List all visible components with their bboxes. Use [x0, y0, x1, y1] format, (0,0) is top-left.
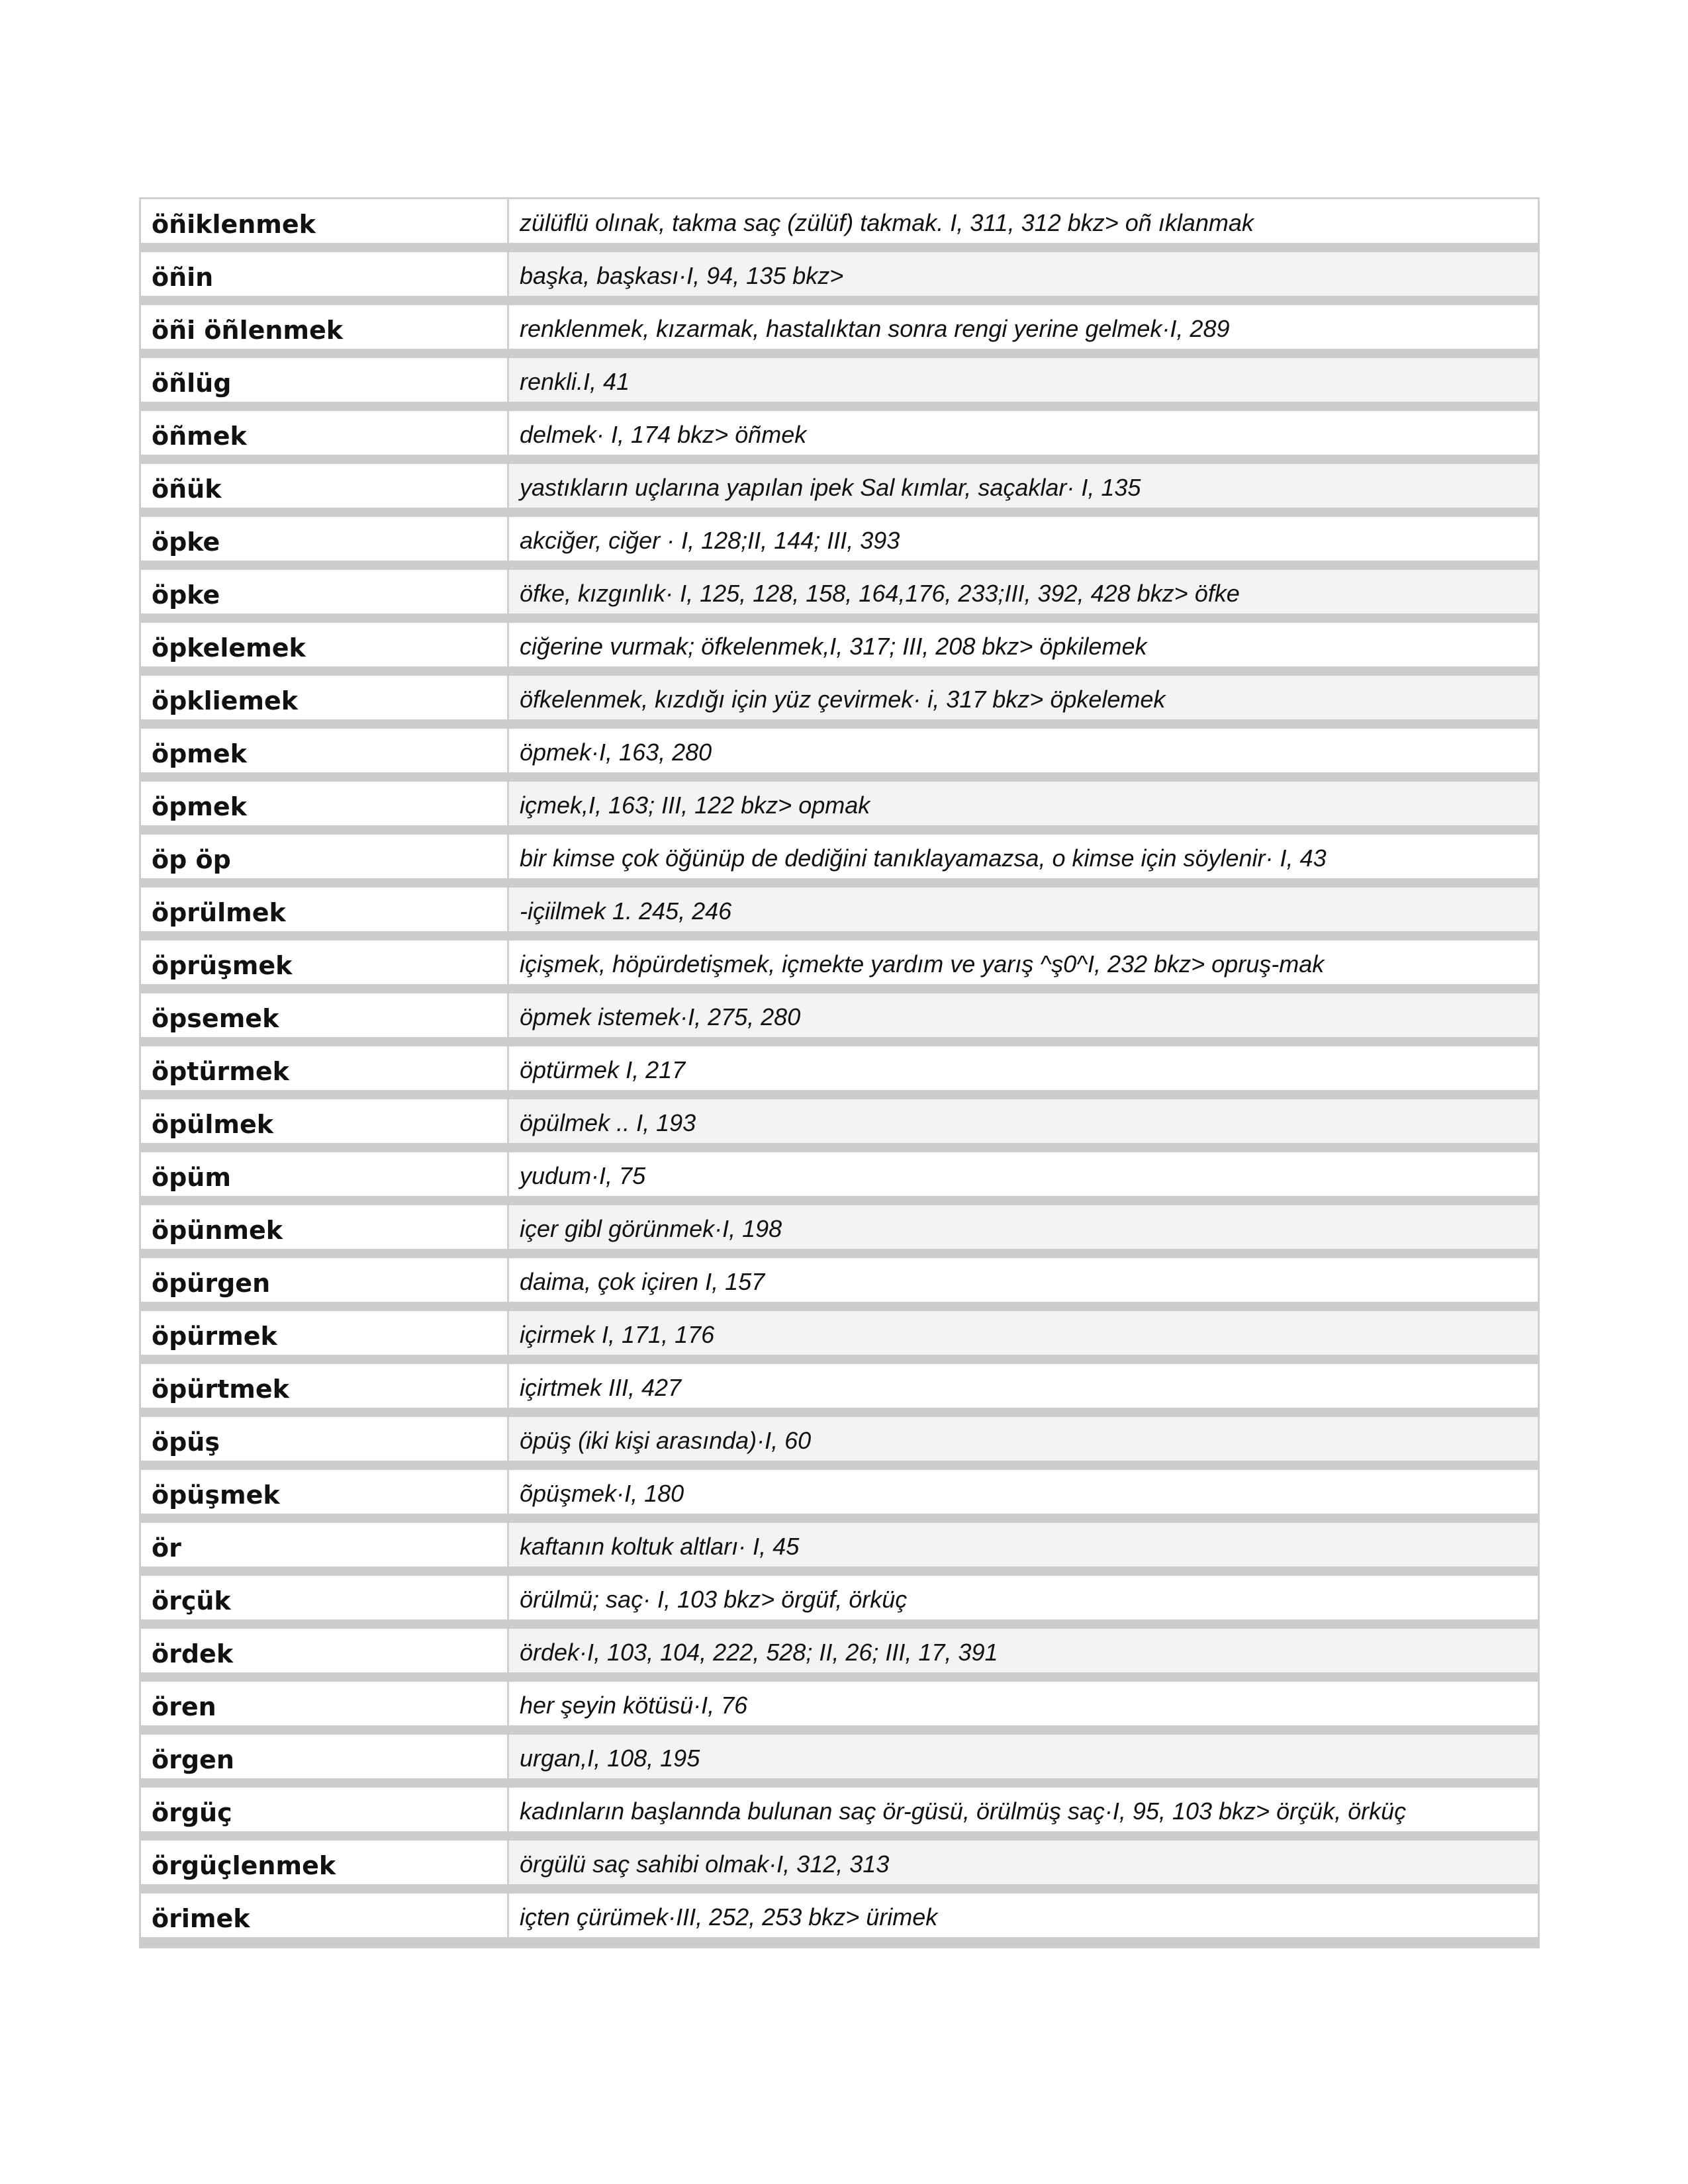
- entry-term: örgen: [141, 1735, 509, 1778]
- entry-term: öpürmek: [141, 1311, 509, 1355]
- entry-definition: içmek,I, 163; III, 122 bkz> opmak: [509, 782, 1538, 825]
- table-row: [141, 1364, 1538, 1417]
- table-row: [141, 1841, 1538, 1893]
- entry-term: öpkelemek: [141, 623, 509, 666]
- entry-definition: ciğerine vurmak; öfkelenmek,I, 317; III, 208 bkz> öpkilemek: [520, 633, 1147, 660]
- entry-term: öpürgen: [141, 1258, 509, 1302]
- entry-definition: içirtmek III, 427: [520, 1374, 682, 1401]
- entry-term: örçük: [141, 1576, 509, 1619]
- table-row: [141, 1046, 1538, 1099]
- entry-definition: bir kimse çok öğünüp de dediğini tanıklayamazsa, o kimse için söylenir· I, 43: [520, 844, 1327, 872]
- entry-definition: her şeyin kötüsü·I, 76: [520, 1692, 748, 1719]
- table-row: [141, 1629, 1538, 1682]
- entry-definition: içten çürümek·III, 252, 253 bkz> ürimek: [520, 1903, 938, 1931]
- entry-term: örgüçlenmek: [141, 1841, 509, 1884]
- entry-definition: öfke, kızgınlık· I, 125, 128, 158, 164,176, 233;III, 392, 428 bkz> öfke: [509, 570, 1538, 614]
- entry-definition: -içiilmek 1. 245, 246: [509, 887, 1538, 931]
- entry-definition: daima, çok içiren I, 157: [520, 1268, 765, 1295]
- entry-term: öpürtmek: [141, 1364, 509, 1408]
- table-row: [141, 1576, 1538, 1629]
- entry-definition: örgülü saç sahibi olmak·I, 312, 313: [509, 1841, 1538, 1884]
- entry-term: öñiklenmek: [141, 199, 509, 243]
- entry-definition: kaftanın koltuk altları· I, 45: [509, 1523, 1538, 1567]
- entry-term: öpkliemek: [141, 676, 509, 719]
- table-row: [141, 782, 1538, 835]
- entry-term: ördek: [141, 1629, 509, 1672]
- entry-term: öpke: [141, 570, 509, 614]
- entry-definition: içirmek I, 171, 176: [509, 1311, 1538, 1355]
- table-row: [141, 1788, 1538, 1841]
- table-row: [141, 305, 1538, 358]
- table-row: [141, 1311, 1538, 1364]
- entry-term: ör: [141, 1523, 509, 1567]
- entry-definition: öptürmek I, 217: [520, 1056, 686, 1083]
- entry-term: öprüşmek: [141, 940, 509, 984]
- table-row: [141, 1152, 1538, 1205]
- entry-term: öpmek: [141, 729, 509, 772]
- entry-term: öpüm: [141, 1152, 509, 1196]
- table-row: [141, 1258, 1538, 1311]
- table-row: [141, 464, 1538, 517]
- table-row: [141, 993, 1538, 1046]
- entry-definition: zülüflü olınak, takma saç (zülüf) takmak. I, 311, 312 bkz> oñ ıklanmak: [520, 209, 1254, 236]
- table-row: [141, 729, 1538, 782]
- table-row: [141, 940, 1538, 993]
- entry-definition: öpülmek .. I, 193: [509, 1099, 1538, 1143]
- entry-definition: õpüşmek·I, 180: [520, 1480, 684, 1507]
- table-row: [141, 199, 1538, 252]
- table-row: [141, 1099, 1538, 1152]
- entry-definition: öpüş (iki kişi arasında)·I, 60: [509, 1417, 1538, 1461]
- table-row: [141, 1205, 1538, 1258]
- table-row: [141, 411, 1538, 464]
- entry-definition: urgan,I, 108, 195: [509, 1735, 1538, 1778]
- entry-definition: başka, başkası·I, 94, 135 bkz>: [509, 252, 1538, 296]
- entry-term: ören: [141, 1682, 509, 1725]
- entry-term: öprülmek: [141, 887, 509, 931]
- table-row: [141, 1735, 1538, 1788]
- entry-definition: içişmek, höpürdetişmek, içmekte yardım ve yarış ^ş0^I, 232 bkz> opruş-mak: [520, 950, 1325, 978]
- entry-definition: delmek· I, 174 bkz> öñmek: [520, 421, 807, 448]
- entry-definition: öpmek·I, 163, 280: [520, 739, 712, 766]
- entry-term: öpsemek: [141, 993, 509, 1037]
- table-row: [141, 623, 1538, 676]
- entry-definition: öpmek istemek·I, 275, 280: [509, 993, 1538, 1037]
- entry-term: öñi öñlenmek: [141, 305, 509, 349]
- entry-definition: renkli.I, 41: [509, 358, 1538, 402]
- table-row: [141, 252, 1538, 305]
- entry-definition: yastıkların uçlarına yapılan ipek Sal kımlar, saçaklar· I, 135: [509, 464, 1538, 508]
- entry-term: öñlüg: [141, 358, 509, 402]
- entry-definition: öfkelenmek, kızdığı için yüz çevirmek· i, 317 bkz> öpkelemek: [509, 676, 1538, 719]
- entry-definition: içer gibl görünmek·I, 198: [509, 1205, 1538, 1249]
- table-row: [141, 1417, 1538, 1470]
- entry-definition: yudum·I, 75: [520, 1162, 646, 1189]
- table-row: [141, 676, 1538, 729]
- entry-term: öpünmek: [141, 1205, 509, 1249]
- table-row: [141, 1470, 1538, 1523]
- table-row: [141, 1682, 1538, 1735]
- table-row: [141, 570, 1538, 623]
- entry-term: öñük: [141, 464, 509, 508]
- entry-term: öñin: [141, 252, 509, 296]
- entry-definition: akciğer, ciğer · I, 128;II, 144; III, 393: [520, 527, 900, 554]
- entry-term: örgüç: [141, 1788, 509, 1831]
- entry-term: öpüşmek: [141, 1470, 509, 1514]
- entry-definition: renklenmek, kızarmak, hastalıktan sonra rengi yerine gelmek·I, 289: [520, 315, 1230, 342]
- entry-definition: kadınların başlannda bulunan saç ör-güsü, örülmüş saç·I, 95, 103 bkz> örçük, örküç: [520, 1797, 1407, 1825]
- table-row: [141, 887, 1538, 940]
- entry-definition: ördek·I, 103, 104, 222, 528; II, 26; III, 17, 391: [509, 1629, 1538, 1672]
- entry-term: örimek: [141, 1893, 509, 1937]
- entry-term: öpüş: [141, 1417, 509, 1461]
- entry-term: öptürmek: [141, 1046, 509, 1090]
- table-row: [141, 1523, 1538, 1576]
- entry-term: öp öp: [141, 835, 509, 878]
- entry-term: öpke: [141, 517, 509, 561]
- table-row: [141, 517, 1538, 570]
- entry-term: öpülmek: [141, 1099, 509, 1143]
- entry-definition: örülmü; saç· I, 103 bkz> örgüf, örküç: [520, 1586, 908, 1613]
- entry-term: öñmek: [141, 411, 509, 455]
- glossary-table: [139, 197, 1540, 1948]
- entry-term: öpmek: [141, 782, 509, 825]
- table-row: [141, 358, 1538, 411]
- table-row: [141, 1893, 1538, 1946]
- table-row: [141, 835, 1538, 887]
